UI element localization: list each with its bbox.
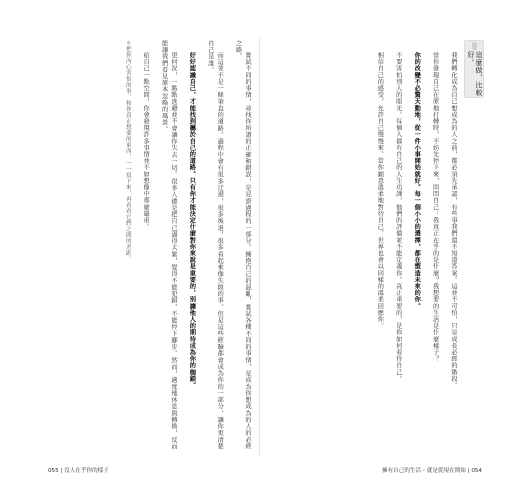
body-paragraph: 而這並不是一條筆直的道路。過程中會有很多迂迴，很多後退，很多看起來像失敗的事。但是這些經驗都會成為你的一部分，讓你更清楚自己是誰。 [206, 40, 224, 450]
sticky-note-text: 這麼做，比較好。 [467, 51, 483, 97]
tape-icon [472, 42, 477, 50]
body-paragraph: 給自己一點空間，你會發現許多事情並不如想像中那麼嚴重。 [142, 52, 150, 231]
body-paragraph: 相信自己的感受，允許自己慢慢來。當你願意溫柔地對待自己，世界也會以同樣的溫柔回應你。 [376, 52, 384, 330]
emphasis-paragraph: 你的改變不必驚天動地，從一件小事開始就好。每一個小小的選擇，都在塑造未來的你。 [413, 52, 421, 310]
body-paragraph: 嘗試不同的事情，尋找你所謂的正確和錯誤，是見證過程的一部分。擁抱自己的混亂，嘗試各種不同的事情，是成為你想成為的人的必經之路。 [234, 40, 251, 450]
page-gutter [259, 36, 260, 456]
left-page-footer: 055 | 沒人在乎你的樣子 [48, 468, 109, 474]
emphasis-paragraph: 好好認識自己，才能找到屬於自己的道路。只有你才能決定什麼對你來說是重要的，別讓他人的期待成為你的枷鎖。 [188, 52, 196, 389]
left-page-text [44, 40, 252, 450]
body-paragraph: 當你發現自己在原地打轉時，不妨先停下來，問問自己：我真正在乎的是什麼？我想要的生活是什麼樣子？ [431, 52, 439, 363]
body-paragraph: 更何況，一點點逃避並不會讓你失去一切。很多人總是把自己逼得太緊，覺得不能犯錯、不能停下腳步。然而，適度地休息與轉換，反而能讓我們看見原本忽略的風景。 [160, 40, 177, 450]
body-paragraph: 我們轉化成為自己想成為的人之前，都必須先承認，有些事我們還不知道答案。這並不可怕，只是成長必經的階段。 [450, 52, 457, 389]
left-page [44, 40, 252, 450]
right-page-text [268, 40, 458, 450]
sticky-note [464, 40, 484, 98]
right-page-footer: 擁有自己的生活・就是從現在開始 | 054 [381, 468, 482, 474]
footnote-paragraph: ＊把你內心害怕的事，和你真正想要的東西，一一寫下來，再看看它們之間的差距。 [124, 40, 131, 262]
body-paragraph: 不要害怕別人的眼光。每個人都有自己的人生功課，他們的評價並不能定義你。真正重要的，是你如何看待自己。 [394, 52, 402, 383]
right-page [268, 40, 482, 450]
